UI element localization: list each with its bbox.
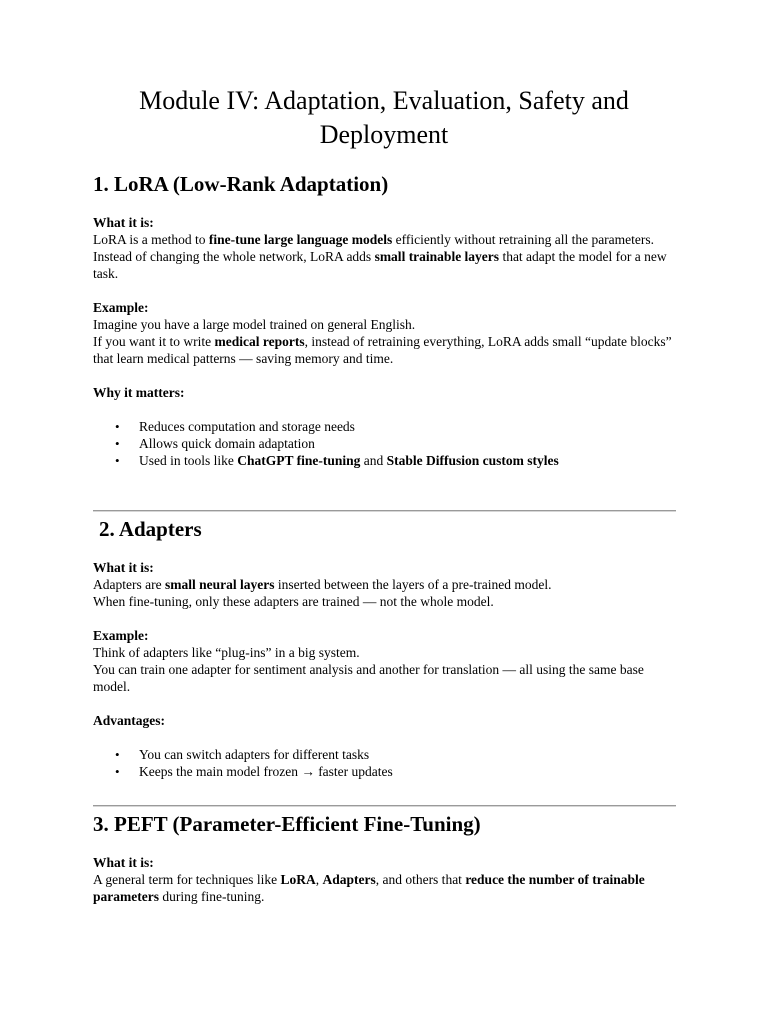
what-it-is-paragraph: Adapters are small neural layers inserted between the layers of a pre-trained model. <box>93 577 552 592</box>
section-peft <box>93 810 683 905</box>
section-adapters <box>93 515 683 780</box>
horizontal-divider <box>93 805 676 807</box>
example-label: Example: <box>93 300 149 315</box>
section-heading: 1. LoRA (Low-Rank Adaptation) <box>93 172 389 196</box>
what-it-is-label: What it is: <box>93 560 154 575</box>
bullet-list <box>93 746 683 780</box>
what-it-is-label: What it is: <box>93 215 154 230</box>
what-it-is-paragraph: When fine-tuning, only these adapters are trained — not the whole model. <box>93 594 494 609</box>
section-lora <box>93 170 683 469</box>
example-paragraph: You can train one adapter for sentiment analysis and another for translation — all using the same base model. <box>93 662 644 694</box>
page-title: Module IV: Adaptation, Evaluation, Safety and Deployment <box>139 86 629 149</box>
section-heading: 2. Adapters <box>99 517 202 541</box>
list-item: • Reduces computation and storage needs <box>93 418 683 435</box>
horizontal-divider <box>93 510 676 512</box>
example-label: Example: <box>93 628 149 643</box>
example-paragraph: Imagine you have a large model trained on general English. <box>93 317 416 332</box>
advantages-label: Advantages: <box>93 713 166 728</box>
list-item: • Allows quick domain adaptation <box>93 435 683 452</box>
what-it-is-paragraph: A general term for techniques like LoRA, Adapters, and others that reduce the number of trainable parameters during fine-tuning. <box>93 872 645 904</box>
example-paragraph: Think of adapters like “plug-ins” in a big system. <box>93 645 360 660</box>
why-it-matters-label: Why it matters: <box>93 385 185 400</box>
list-item: • You can switch adapters for different tasks <box>93 746 683 763</box>
example-paragraph: If you want it to write medical reports, instead of retraining everything, LoRA adds small “update blocks” that learn medical patterns — saving memory and time. <box>93 334 672 366</box>
list-item: • Keeps the main model frozen → faster updates <box>93 763 683 780</box>
bullet-list <box>93 418 683 469</box>
list-item: • Used in tools like ChatGPT fine-tuning and Stable Diffusion custom styles <box>93 452 683 469</box>
section-heading: 3. PEFT (Parameter-Efficient Fine-Tuning) <box>93 812 481 836</box>
what-it-is-label: What it is: <box>93 855 154 870</box>
what-it-is-paragraph: LoRA is a method to fine-tune large language models efficiently without retraining all the parameters. <box>93 232 655 247</box>
what-it-is-paragraph: Instead of changing the whole network, LoRA adds small trainable layers that adapt the model for a new task. <box>93 249 667 281</box>
